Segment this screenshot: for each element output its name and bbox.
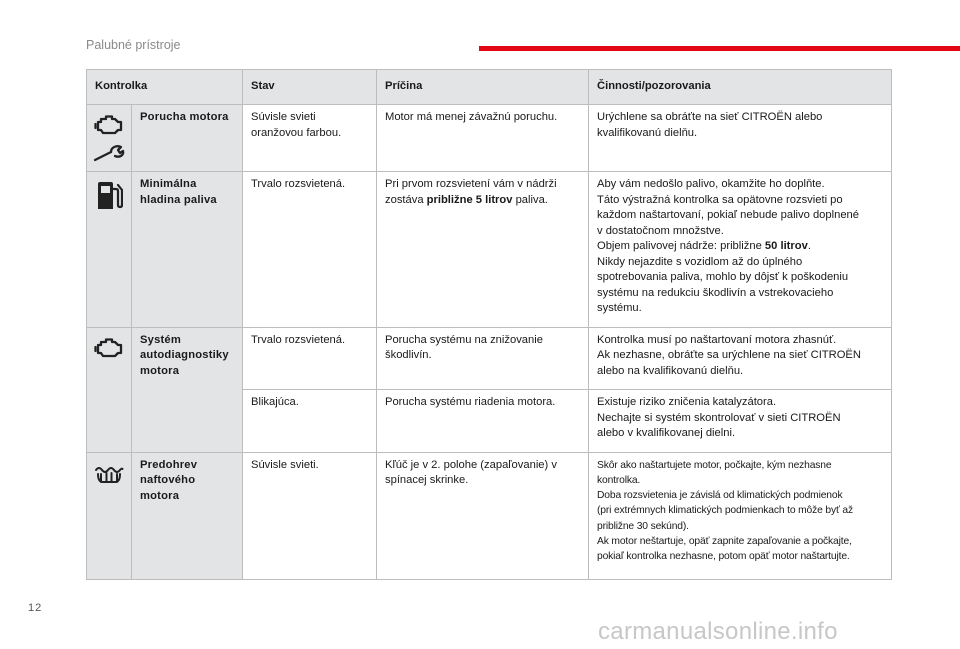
table-row-self-diagnosis-steady bbox=[87, 327, 892, 390]
indicator-name: Predohrev naftového motora bbox=[132, 452, 243, 579]
section-title: Palubné prístroje bbox=[86, 38, 181, 52]
wrench-icon bbox=[92, 143, 126, 163]
table-row-engine-fault bbox=[87, 105, 892, 172]
fuel-pump-icon bbox=[95, 180, 123, 212]
engine-self-diagnosis-icon bbox=[94, 336, 124, 360]
column-header-actions: Činnosti/pozorovania bbox=[589, 70, 892, 105]
page-number: 12 bbox=[28, 602, 43, 614]
indicator-icon-cell bbox=[87, 452, 132, 579]
indicator-name: Porucha motora bbox=[132, 105, 243, 172]
state-cell: Súvisle svieti. bbox=[243, 452, 377, 579]
indicator-icon-cell bbox=[87, 327, 132, 452]
action-cell: Skôr ako naštartujete motor, počkajte, kým nezhasne kontrolka. Doba rozsvietenia je závislá od klimatických podmienok (pri extrémnych klimatických podmienkach to môže byť až približne 30 sekúnd). Ak motor neštartuje, opäť zapnite zapaľovanie a počkajte, pokiaľ kontrolka nezhasne, potom opäť motor naštartujte. bbox=[589, 452, 892, 579]
cause-cell: Pri prvom rozsvietení vám v nádrži zostáva približne 5 litrov paliva. bbox=[377, 172, 589, 328]
watermark: carmanualsonline.info bbox=[598, 618, 838, 645]
action-cell: Existuje riziko zničenia katalyzátora. Nechajte si systém skontrolovať v sieti CITROËN alebo v kvalifikovanej dielni. bbox=[589, 390, 892, 453]
column-header-cause: Príčina bbox=[377, 70, 589, 105]
indicator-icon-cell bbox=[87, 172, 132, 328]
glow-plug-icon bbox=[94, 465, 124, 485]
table-header-row bbox=[87, 70, 892, 105]
state-cell: Trvalo rozsvietená. bbox=[243, 172, 377, 328]
action-cell: Aby vám nedošlo palivo, okamžite ho doplňte. Táto výstražná kontrolka sa opätovne rozsvieti po každom naštartovaní, pokiaľ nebude palivo doplnené v dostatočnom množstve. Objem palivovej nádrže: približne 50 litrov. Nikdy nejazdite s vozidlom až do úplného spotrebovania paliva, mohlo by dôjsť k poškodeniu systému na redukciu škodlivín a vstrekovacieho systému. bbox=[589, 172, 892, 328]
column-header-indicator: Kontrolka bbox=[87, 70, 243, 105]
state-cell: Trvalo rozsvietená. bbox=[243, 327, 377, 390]
table-row-low-fuel bbox=[87, 172, 892, 328]
indicator-name: Systém autodiagnostiky motora bbox=[132, 327, 243, 452]
column-header-state: Stav bbox=[243, 70, 377, 105]
cause-cell: Kľúč je v 2. polohe (zapaľovanie) v spínacej skrinke. bbox=[377, 452, 589, 579]
tank-capacity-value: 50 litrov bbox=[764, 240, 808, 252]
indicator-name: Minimálna hladina paliva bbox=[132, 172, 243, 328]
state-cell: Blikajúca. bbox=[243, 390, 377, 453]
engine-warning-icon bbox=[94, 113, 124, 137]
state-cell: Súvisle svieti oranžovou farbou. bbox=[243, 105, 377, 172]
action-cell: Urýchlene sa obráťte na sieť CITROËN alebo kvalifikovanú dielňu. bbox=[589, 105, 892, 172]
cause-cell: Porucha systému na znižovanie škodlivín. bbox=[377, 327, 589, 390]
cause-cell: Motor má menej závažnú poruchu. bbox=[377, 105, 589, 172]
header-accent-bar bbox=[479, 46, 960, 51]
indicator-icon-cell bbox=[87, 105, 132, 172]
cause-cell: Porucha systému riadenia motora. bbox=[377, 390, 589, 453]
warning-lights-table bbox=[86, 69, 892, 580]
action-cell: Kontrolka musí po naštartovaní motora zhasnúť. Ak nezhasne, obráťte sa urýchlene na sieť CITROËN alebo na kvalifikovanú dielňu. bbox=[589, 327, 892, 390]
table-row-diesel-preheat bbox=[87, 452, 892, 579]
fuel-reserve-value: približne 5 litrov bbox=[426, 193, 513, 206]
